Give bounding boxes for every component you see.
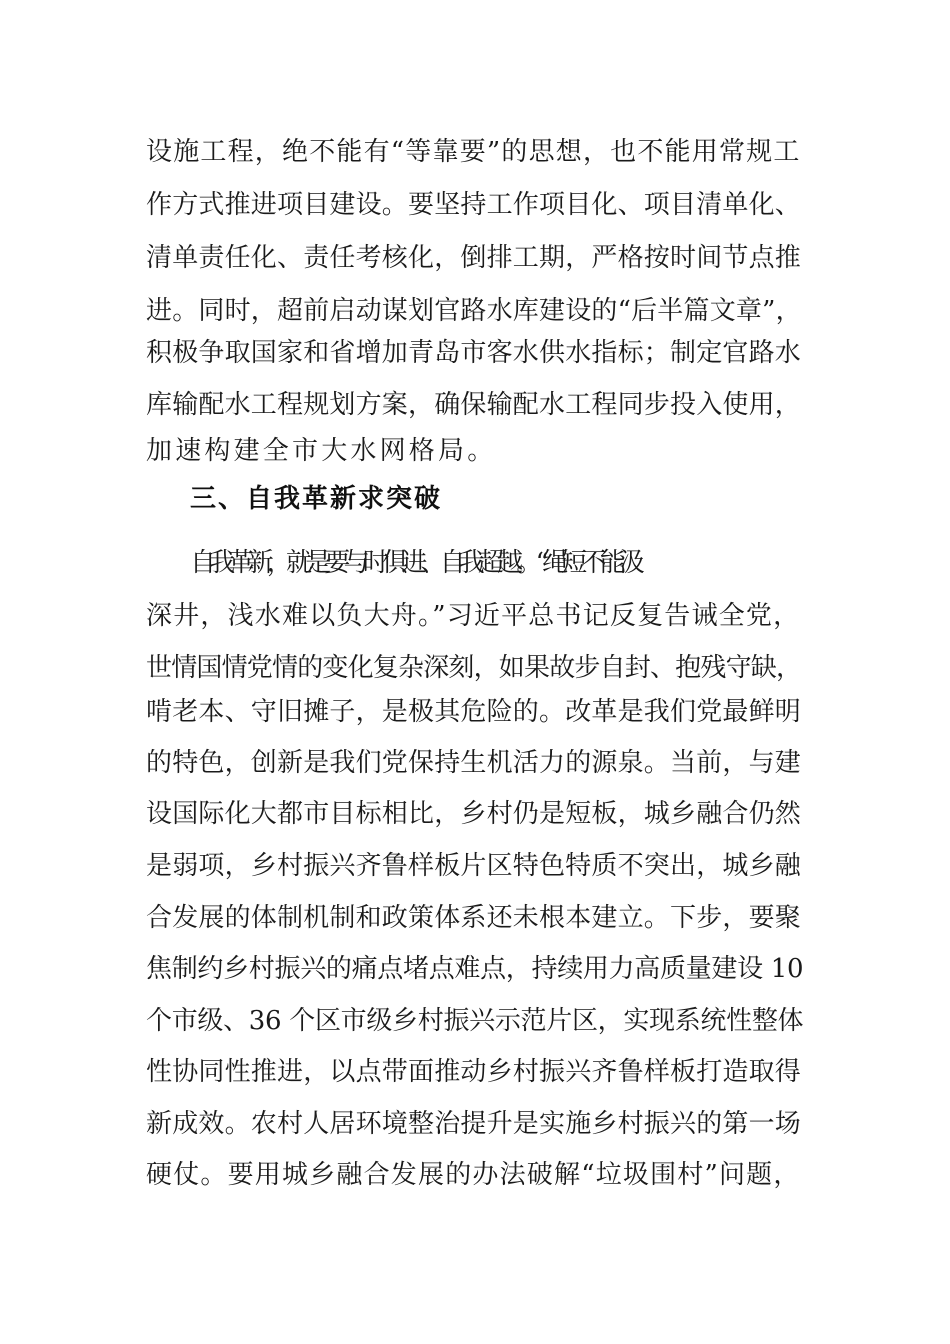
- paragraph-line: 库输配水工程规划方案，确保输配水工程同步投入使用，: [146, 390, 802, 420]
- paragraph-line: 硬仗。要用城乡融合发展的办法破解“垃圾围村”问题，: [146, 1160, 801, 1190]
- paragraph-line: 个市级、36 个区市级乡村振兴示范片区，实现系统性整体: [146, 1006, 804, 1036]
- paragraph-line: 积极争取国家和省增加青岛市客水供水指标；制定官路水: [146, 338, 802, 368]
- paragraph-line: 合发展的体制机制和政策体系还未根本建立。下步，要聚: [146, 903, 802, 933]
- paragraph-line: 焦制约乡村振兴的痛点堵点难点，持续用力高质量建设 10: [146, 954, 804, 984]
- paragraph-line: 的特色，创新是我们党保持生机活力的源泉。当前，与建: [146, 748, 802, 778]
- paragraph-line: 设国际化大都市目标相比，乡村仍是短板，城乡融合仍然: [146, 799, 802, 829]
- paragraph-line: 世情国情党情的变化复杂深刻，如果故步自封、抱残守缺，: [146, 653, 802, 683]
- paragraph-line: 新成效。农村人居环境整治提升是实施乡村振兴的第一场: [146, 1109, 802, 1139]
- paragraph-line: 啃老本、守旧摊子，是极其危险的。改革是我们党最鲜明: [146, 697, 802, 727]
- paragraph-line: 进。同时，超前启动谋划官路水库建设的“后半篇文章”，: [146, 296, 802, 326]
- paragraph-line: 设施工程，绝不能有“等靠要”的思想，也不能用常规工: [146, 137, 801, 167]
- section-heading: 三、自我革新求突破: [190, 484, 443, 514]
- paragraph-line: 深井，浅水难以负大舟。”习近平总书记反复告诫全党，: [146, 601, 801, 631]
- paragraph-line: 作方式推进项目建设。要坚持工作项目化、项目清单化、: [146, 190, 802, 220]
- paragraph-line: 加速构建全市大水网格局。: [146, 436, 497, 466]
- paragraph-line: 自我革新，就是要与时俱进、自我超越。“绳短不能汲: [190, 548, 639, 578]
- paragraph-line: 是弱项，乡村振兴齐鲁样板片区特色特质不突出，城乡融: [146, 851, 802, 881]
- paragraph-line: 清单责任化、责任考核化，倒排工期，严格按时间节点推: [146, 243, 802, 273]
- paragraph-line: 性协同性推进，以点带面推动乡村振兴齐鲁样板打造取得: [146, 1057, 802, 1087]
